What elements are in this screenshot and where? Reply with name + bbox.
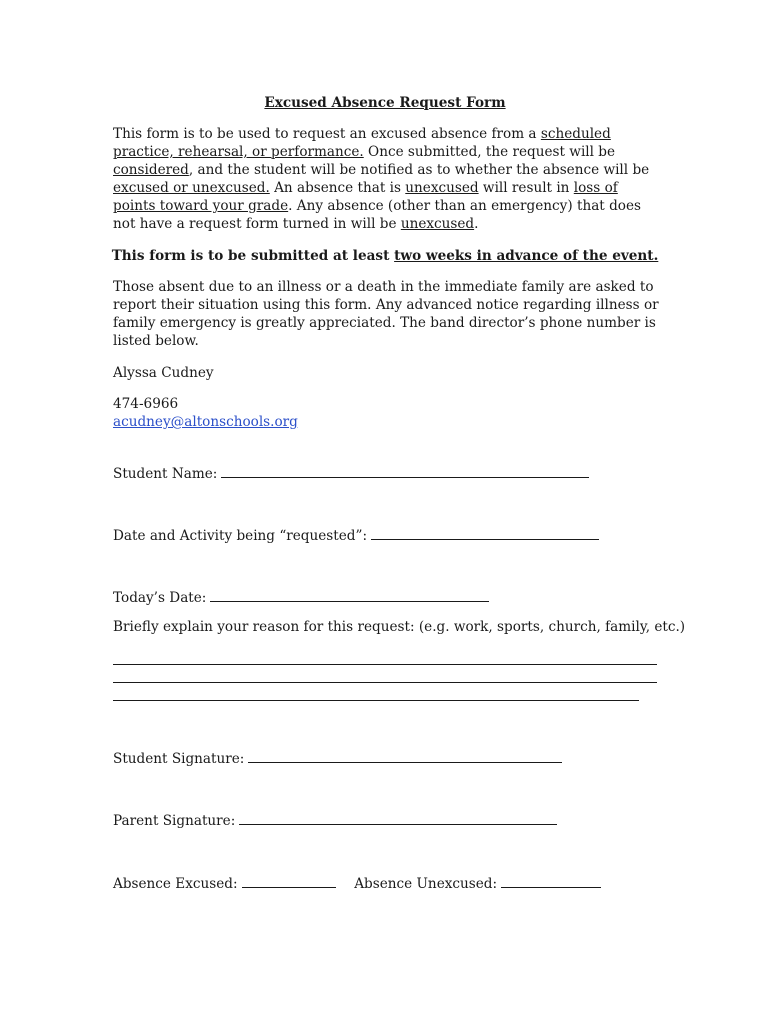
intro-underline: scheduled practice, rehearsal, or performance. xyxy=(113,126,611,160)
parent-signature-label: Parent Signature: xyxy=(113,813,236,829)
student-name-field xyxy=(113,463,589,483)
director-name: Alyssa Cudney xyxy=(113,365,214,381)
todays-date-input[interactable] xyxy=(210,587,489,602)
intro-text: will result in xyxy=(478,180,574,196)
date-activity-field xyxy=(113,525,599,545)
todays-date-field xyxy=(113,587,489,607)
absence-unexcused-label: Absence Unexcused: xyxy=(354,876,498,892)
intro-underline: considered xyxy=(113,162,189,178)
reason-line-1[interactable] xyxy=(113,664,657,665)
todays-date-label: Today’s Date: xyxy=(113,590,207,606)
reason-prompt: Briefly explain your reason for this request: (e.g. work, sports, church, family, etc.) xyxy=(113,619,686,635)
intro-text: . xyxy=(474,216,479,232)
deadline-emphasis: two weeks in advance of the event. xyxy=(394,248,659,264)
date-activity-label: Date and Activity being “requested”: xyxy=(113,528,368,544)
deadline-lead: This form is to be submitted at least xyxy=(111,248,395,264)
director-email-link[interactable]: acudney@altonschools.org xyxy=(113,414,298,430)
director-phone: 474-6966 xyxy=(113,396,179,412)
intro-underline: excused or unexcused. xyxy=(113,180,270,196)
reason-line-2[interactable] xyxy=(113,682,657,683)
student-name-label: Student Name: xyxy=(113,466,218,482)
intro-text: This form is to be used to request an excused absence from a xyxy=(113,126,541,142)
director-email-wrap xyxy=(113,413,661,431)
parent-signature-field xyxy=(113,810,557,830)
parent-signature-input[interactable] xyxy=(239,810,557,825)
absence-excused-input[interactable] xyxy=(242,873,336,888)
student-signature-label: Student Signature: xyxy=(113,751,245,767)
intro-paragraph xyxy=(113,125,661,233)
student-name-input[interactable] xyxy=(221,463,589,478)
absence-unexcused-input[interactable] xyxy=(501,873,601,888)
intro-text: . Any absence (other than an emergency) that does not have a request form turned in will be xyxy=(113,198,641,232)
intro-text: Once submitted, the request will be xyxy=(363,144,616,160)
deadline-notice xyxy=(0,247,770,265)
absence-status-row xyxy=(113,873,601,893)
intro-text: , and the student will be notified as to whether the absence will be xyxy=(188,162,650,178)
absence-excused-label: Absence Excused: xyxy=(113,876,238,892)
intro-underline: unexcused xyxy=(405,180,479,196)
intro-text: An absence that is xyxy=(269,180,406,196)
student-signature-field xyxy=(113,748,562,768)
intro-underline: loss of points toward your grade xyxy=(113,180,618,214)
student-signature-input[interactable] xyxy=(248,748,562,763)
date-activity-input[interactable] xyxy=(371,525,599,540)
intro-underline: unexcused xyxy=(400,216,475,232)
reason-line-3[interactable] xyxy=(113,700,639,701)
illness-note: Those absent due to an illness or a death in the immediate family are asked to report their situation using this form. Any advanced notice regarding illness or family emergency is greatly appreciated. The band director’s phone number is listed below. xyxy=(113,279,659,349)
form-title: Excused Absence Request Form xyxy=(264,95,506,111)
